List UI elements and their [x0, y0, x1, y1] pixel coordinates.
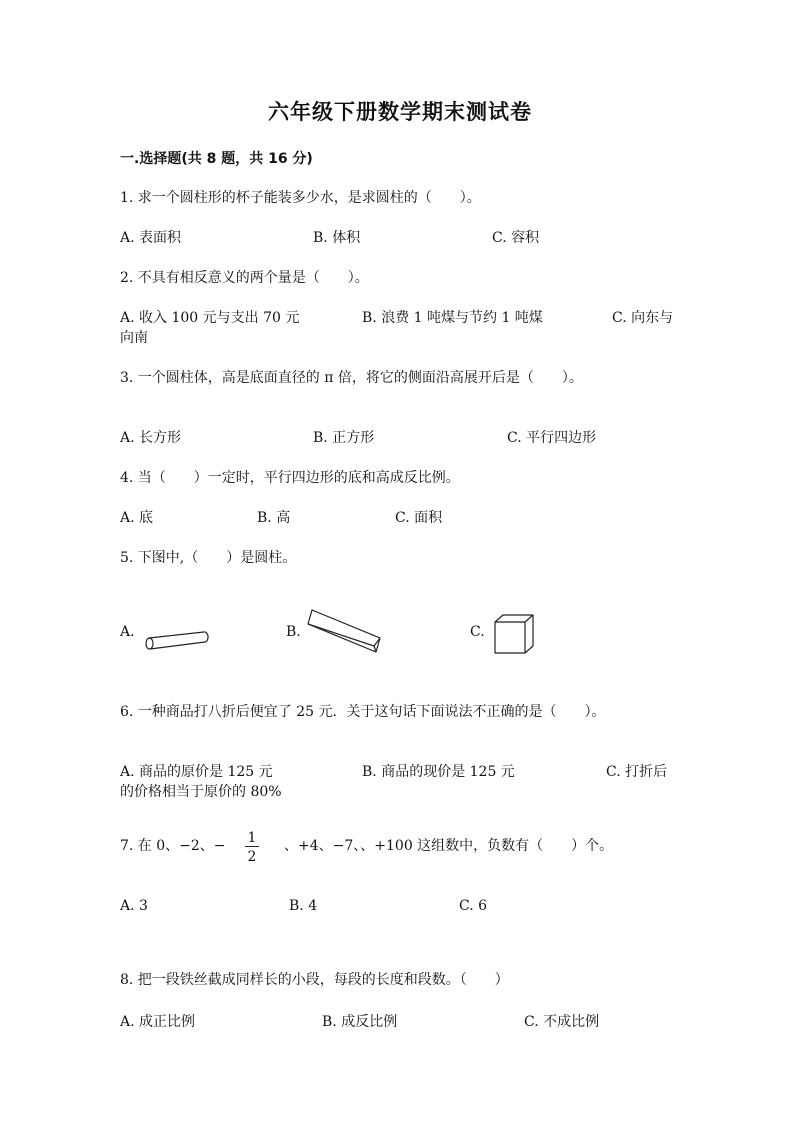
- question-7-option-b[interactable]: B. 4: [289, 898, 318, 914]
- question-2-option-a[interactable]: A. 收入 100 元与支出 70 元: [120, 310, 300, 326]
- fraction-numerator: 1: [247, 830, 257, 846]
- triangular-prism-figure: [304, 606, 384, 654]
- question-4-option-c[interactable]: C. 面积: [395, 510, 443, 526]
- question-4-stem: 4. 当（ ）一定时，平行四边形的底和高成反比例。: [120, 470, 460, 486]
- question-4-option-a[interactable]: A. 底: [120, 510, 154, 526]
- question-6-option-c[interactable]: C. 打折后: [606, 764, 668, 780]
- question-8-option-c[interactable]: C. 不成比例: [524, 1014, 600, 1030]
- question-7-option-c[interactable]: C. 6: [459, 898, 488, 914]
- question-6-option-c-wrap: 的价格相当于原价的 80%: [120, 784, 282, 800]
- question-6-option-b[interactable]: B. 商品的现价是 125 元: [362, 764, 515, 780]
- fraction-bar: [245, 846, 259, 847]
- section-heading: 一.选择题(共 8 题，共 16 分): [120, 151, 313, 167]
- page-title: 六年级下册数学期末测试卷: [268, 99, 532, 124]
- question-5-option-a[interactable]: A.: [120, 624, 135, 640]
- question-7-option-a[interactable]: A. 3: [120, 898, 148, 914]
- question-3-stem: 3. 一个圆柱体，高是底面直径的 π 倍，将它的侧面沿高展开后是（ ）。: [120, 370, 583, 386]
- question-2-option-c[interactable]: C. 向东与: [612, 310, 674, 326]
- question-1-option-c[interactable]: C. 容积: [492, 230, 540, 246]
- question-7-stem-before: 7. 在 0、−2、−: [120, 838, 226, 854]
- question-4-option-b[interactable]: B. 高: [257, 510, 291, 526]
- question-6-option-a[interactable]: A. 商品的原价是 125 元: [120, 764, 273, 780]
- question-8-stem: 8. 把一段铁丝截成同样长的小段，每段的长度和段数。（ ）: [120, 972, 509, 988]
- question-7-stem-after: 、+4、−7、、+100 这组数中，负数有（ ）个。: [284, 838, 614, 854]
- question-5-option-b[interactable]: B.: [286, 624, 301, 640]
- cylinder-rod-figure: [142, 628, 210, 656]
- question-3-option-b[interactable]: B. 正方形: [313, 430, 375, 446]
- question-3-option-a[interactable]: A. 长方形: [120, 430, 182, 446]
- question-8-option-a[interactable]: A. 成正比例: [120, 1014, 196, 1030]
- question-2-option-b[interactable]: B. 浪费 1 吨煤与节约 1 吨煤: [362, 310, 543, 326]
- question-6-stem: 6. 一种商品打八折后便宜了 25 元．关于这句话下面说法不正确的是（ ）。: [120, 704, 606, 720]
- question-5-option-c[interactable]: C.: [470, 624, 485, 640]
- question-2-option-c-wrap: 向南: [120, 330, 148, 346]
- question-5-stem: 5. 下图中,（ ）是圆柱。: [120, 550, 297, 566]
- question-3-option-c[interactable]: C. 平行四边形: [507, 430, 597, 446]
- fraction-denominator: 2: [247, 849, 257, 865]
- question-2-stem: 2. 不具有相反意义的两个量是（ ）。: [120, 270, 369, 286]
- question-1-option-a[interactable]: A. 表面积: [120, 230, 182, 246]
- question-8-option-b[interactable]: B. 成反比例: [322, 1014, 398, 1030]
- question-1-stem: 1. 求一个圆柱形的杯子能装多少水，是求圆柱的（ ）。: [120, 190, 481, 206]
- cube-figure: [492, 612, 536, 656]
- question-1-option-b[interactable]: B. 体积: [313, 230, 361, 246]
